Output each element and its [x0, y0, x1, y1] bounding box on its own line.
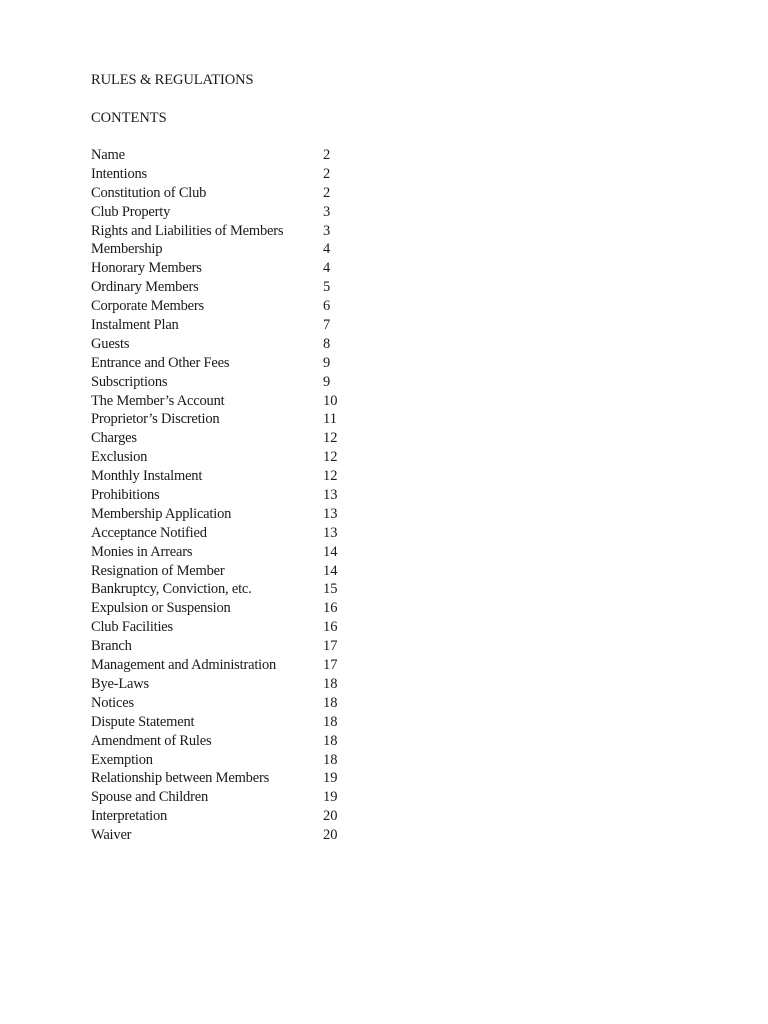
toc-entry — [91, 240, 391, 259]
contents-heading: CONTENTS — [91, 110, 167, 126]
toc-entry — [91, 203, 391, 222]
toc-entry — [91, 297, 391, 316]
toc-entry-page-number: 2 — [323, 184, 331, 201]
toc-entry-page-number: 18 — [323, 732, 338, 749]
document-page — [91, 70, 391, 845]
toc-entry-label: Notices — [91, 694, 134, 711]
toc-entry — [91, 259, 391, 278]
toc-entry — [91, 826, 391, 845]
toc-entry-page-number: 13 — [323, 524, 338, 541]
toc-entry — [91, 392, 391, 411]
toc-entry — [91, 769, 391, 788]
toc-entry-page-number: 18 — [323, 694, 338, 711]
toc-entry-label: Relationship between Members — [91, 770, 270, 787]
toc-entry-page-number: 11 — [323, 411, 337, 428]
table-of-contents — [91, 146, 391, 845]
toc-entry-label: Prohibitions — [91, 487, 160, 504]
toc-entry-label: Corporate Members — [91, 298, 204, 315]
toc-entry-label: Spouse and Children — [91, 789, 209, 806]
toc-entry — [91, 751, 391, 770]
toc-entry-page-number: 12 — [323, 430, 338, 447]
toc-entry — [91, 637, 391, 656]
toc-entry-page-number: 19 — [323, 789, 338, 806]
toc-entry — [91, 675, 391, 694]
toc-entry-page-number: 2 — [323, 165, 331, 182]
toc-entry-label: Waiver — [91, 827, 132, 844]
toc-entry-label: Subscriptions — [91, 373, 168, 390]
toc-entry-label: Name — [91, 147, 125, 163]
toc-entry — [91, 354, 391, 373]
toc-entry — [91, 543, 391, 562]
toc-entry — [91, 184, 391, 203]
toc-entry-page-number: 18 — [323, 675, 338, 692]
toc-entry — [91, 694, 391, 713]
toc-entry-label: Expulsion or Suspension — [91, 600, 231, 617]
toc-entry-label: Exemption — [91, 751, 153, 768]
toc-entry — [91, 656, 391, 675]
toc-entry — [91, 373, 391, 392]
toc-entry-label: Bye-Laws — [91, 675, 149, 692]
toc-entry-page-number: 17 — [323, 657, 338, 674]
toc-entry-page-number: 15 — [323, 581, 338, 598]
toc-entry-page-number: 4 — [323, 241, 331, 258]
toc-entry-page-number: 2 — [323, 147, 331, 163]
toc-entry-label: Dispute Statement — [91, 713, 195, 730]
toc-entry — [91, 732, 391, 751]
toc-entry — [91, 618, 391, 637]
toc-entry-label: Proprietor’s Discretion — [91, 411, 220, 428]
toc-entry-page-number: 16 — [323, 619, 338, 636]
toc-entry — [91, 788, 391, 807]
toc-entry — [91, 429, 391, 448]
toc-entry — [91, 165, 391, 184]
toc-entry-label: Instalment Plan — [91, 317, 179, 334]
toc-entry-page-number: 18 — [323, 713, 338, 730]
toc-entry-label: Membership — [91, 241, 163, 258]
toc-entry-page-number: 7 — [323, 317, 331, 334]
toc-entry-page-number: 3 — [323, 222, 331, 239]
toc-entry — [91, 448, 391, 467]
toc-entry-page-number: 9 — [323, 354, 331, 371]
toc-entry-label: Monthly Instalment — [91, 468, 203, 485]
toc-entry-page-number: 17 — [323, 638, 338, 655]
toc-entry — [91, 562, 391, 581]
toc-entry — [91, 467, 391, 486]
toc-entry-label: Entrance and Other Fees — [91, 354, 230, 371]
toc-entry-label: Constitution of Club — [91, 184, 207, 201]
toc-entry-page-number: 13 — [323, 487, 338, 504]
toc-entry-label: Management and Administration — [91, 657, 277, 674]
toc-entry — [91, 807, 391, 826]
toc-entry-page-number: 19 — [323, 770, 338, 787]
toc-entry — [91, 146, 391, 165]
toc-entry-label: Interpretation — [91, 808, 168, 825]
toc-entry-page-number: 4 — [323, 260, 331, 277]
toc-entry-label: Honorary Members — [91, 260, 202, 277]
toc-entry-label: Ordinary Members — [91, 279, 199, 296]
toc-entry-label: Branch — [91, 638, 132, 655]
toc-entry-page-number: 5 — [323, 279, 331, 296]
toc-entry — [91, 316, 391, 335]
toc-entry-page-number: 10 — [323, 392, 338, 409]
toc-entry-page-number: 20 — [323, 827, 338, 844]
toc-entry — [91, 580, 391, 599]
toc-entry-label: The Member’s Account — [91, 392, 225, 409]
toc-entry-page-number: 20 — [323, 808, 338, 825]
toc-entry — [91, 505, 391, 524]
toc-entry — [91, 278, 391, 297]
toc-entry-label: Monies in Arrears — [91, 543, 193, 560]
toc-entry-page-number: 14 — [323, 562, 338, 579]
toc-entry-label: Intentions — [91, 165, 147, 182]
toc-entry-page-number: 12 — [323, 468, 338, 485]
toc-entry-page-number: 9 — [323, 373, 331, 390]
toc-entry-label: Exclusion — [91, 449, 148, 466]
toc-entry-page-number: 6 — [323, 298, 331, 315]
toc-entry-page-number: 3 — [323, 203, 331, 220]
toc-entry-page-number: 14 — [323, 543, 338, 560]
toc-entry-page-number: 16 — [323, 600, 338, 617]
toc-entry — [91, 524, 391, 543]
toc-entry-page-number: 8 — [323, 335, 331, 352]
toc-entry — [91, 486, 391, 505]
toc-entry-label: Acceptance Notified — [91, 524, 207, 541]
toc-entry-label: Resignation of Member — [91, 562, 225, 579]
toc-entry — [91, 599, 391, 618]
toc-entry-label: Charges — [91, 430, 137, 447]
toc-entry — [91, 713, 391, 732]
toc-entry-label: Club Facilities — [91, 619, 173, 636]
toc-entry-page-number: 12 — [323, 449, 338, 466]
toc-entry-label: Bankruptcy, Conviction, etc. — [91, 581, 252, 598]
toc-entry-label: Guests — [91, 335, 130, 352]
document-title: RULES & REGULATIONS — [91, 72, 254, 88]
toc-entry-label: Rights and Liabilities of Members — [91, 222, 284, 239]
toc-entry — [91, 335, 391, 354]
toc-entry — [91, 222, 391, 241]
toc-entry — [91, 410, 391, 429]
toc-entry-label: Membership Application — [91, 505, 232, 522]
toc-entry-label: Club Property — [91, 203, 171, 220]
toc-entry-page-number: 13 — [323, 505, 338, 522]
toc-entry-page-number: 18 — [323, 751, 338, 768]
toc-entry-label: Amendment of Rules — [91, 732, 212, 749]
